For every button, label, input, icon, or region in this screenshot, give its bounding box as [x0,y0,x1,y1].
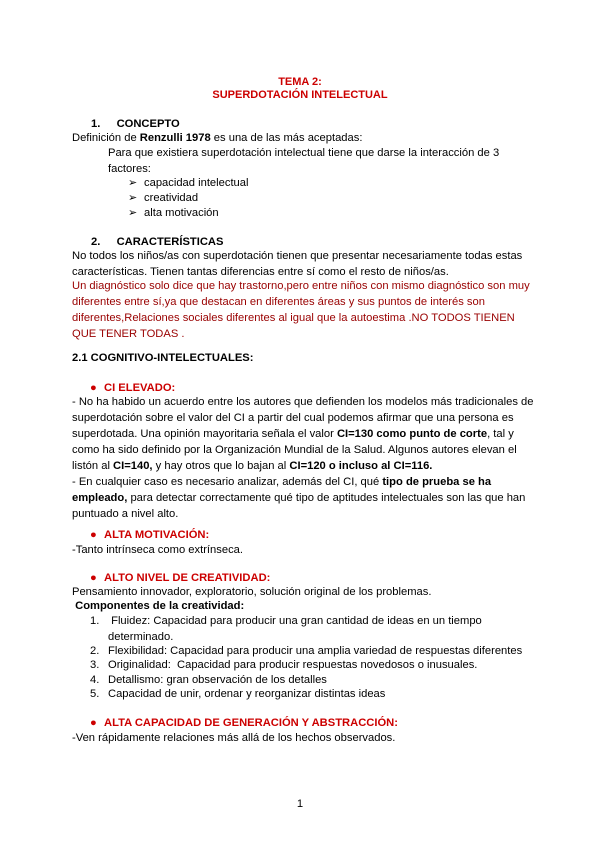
ci-paragraph: - No ha habido un acuerdo entre los autores que defienden los modelos más tradicionales de superdotación sobre el valor del CI a partir del cual podemos afirmar que una persona es superdotada. Una opinión mayoritaria señala el valor CI=130 como punto de corte, tal y como ha sido definido por la Organización Mundial de la Salud. Algunos autores elevan el listón al CI=140, y hay otros que lo bajan al CI=120 o incluso al CI=116. - En cualquier caso es necesario analizar, además del CI, qué tipo de prueba se ha empleado, para detectar correctamente qué tipo de aptitudes intelectuales son las que han puntuado a nivel alto. [72,396,534,520]
list-item: 5. Capacidad de unir, ordenar y reorganizar distintas ideas [90,688,386,700]
header-title-line2: SUPERDOTACIÓN INTELECTUAL [212,89,388,101]
motivacion-text: -Tanto intrínseca como extrínseca. [72,544,243,556]
abstraccion-text: -Ven rápidamente relaciones más allá de los hechos observados. [72,732,396,744]
bullet-icon: ● [90,529,97,541]
section2-diagnosis-note: Un diagnóstico solo dice que hay trastorno,pero entre niños con mismo diagnóstico son muy diferentes entre sí,ya que destacan en diferentes áreas y sus puntos de interés son diferentes,Relaciones sociales diferentes al igual que la autoestima .NO TODOS TIENEN QUE TENER TODAS . [72,280,530,340]
section1-definition: Definición de Renzulli 1978 es una de las más aceptadas: [72,132,363,144]
header-title-line1: TEMA 2: [278,76,322,88]
factor-item: ➢ capacidad intelectual [128,177,249,189]
creatividad-heading: ● ALTO NIVEL DE CREATIVIDAD: [90,572,271,584]
section2-number: 2. [91,236,101,248]
list-item: 1. Fluidez: Capacidad para producir una gran cantidad de ideas en un tiempo determinado. [90,615,485,643]
bullet-icon: ● [90,382,97,394]
section21-heading: 2.1 COGNITIVO-INTELECTUALES: [72,352,254,364]
section2-title: CARACTERÍSTICAS [116,236,224,248]
page-number: 1 [296,798,304,810]
factor-item: ➢ creatividad [128,192,199,204]
renzulli-bold: Renzulli 1978 [139,132,211,144]
section1-number: 1. [91,118,101,130]
arrow-icon: ➢ [128,177,138,189]
bullet-icon: ● [90,572,97,584]
creatividad-text: Pensamiento innovador, exploratorio, solución original de los problemas. [72,586,432,598]
ci-heading: ● CI ELEVADO: [90,382,176,394]
section2-paragraph: No todos los niños/as con superdotación tienen que presentar necesariamente todas estas características. Tienen tantas diferencias entre sí como el resto de niños/as. [72,250,523,278]
list-item: 2. Flexibilidad: Capacidad para producir una amplia variedad de respuestas diferentes [90,645,523,657]
factor-item: ➢ alta motivación [128,207,219,219]
section1-title: CONCEPTO [116,118,180,130]
motivacion-heading: ● ALTA MOTIVACIÓN: [90,529,210,541]
abstraccion-heading: ● ALTA CAPACIDAD DE GENERACIÓN Y ABSTRACCIÓN: [90,717,398,729]
creatividad-components-title: Componentes de la creatividad: [72,600,245,612]
arrow-icon: ➢ [128,192,138,204]
bullet-icon: ● [90,717,97,729]
list-item: 4. Detallismo: gran observación de los detalles [90,674,327,686]
arrow-icon: ➢ [128,207,138,219]
section1-intro: Para que existiera superdotación intelectual tiene que darse la interacción de 3 factores: [108,147,500,175]
list-item: 3. Originalidad: Capacidad para producir respuestas novedosos o inusuales. [90,659,478,671]
